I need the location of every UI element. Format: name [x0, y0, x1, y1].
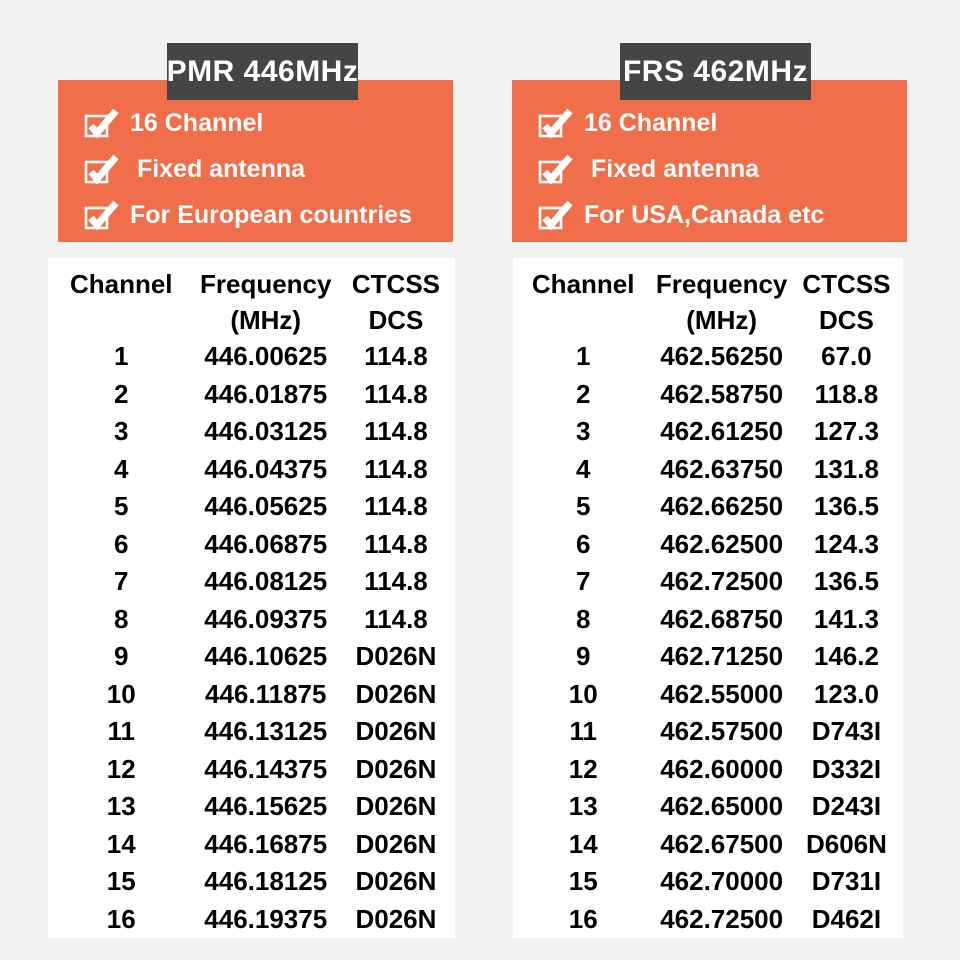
table-row — [48, 563, 455, 601]
table-row — [48, 751, 455, 789]
table-panel-frs — [513, 258, 903, 938]
title-badge-pmr: PMR 446MHz — [167, 43, 358, 100]
frequency-table-frs — [513, 258, 903, 938]
cell-frequency: 462.65000 — [660, 791, 784, 822]
cell-frequency: 446.01875 — [204, 378, 328, 409]
cell-channel: 11 — [569, 716, 597, 747]
cell-frequency: 446.08125 — [204, 566, 328, 597]
cell-channel: 10 — [106, 678, 136, 709]
checked-checkbox-icon — [537, 108, 573, 138]
feature-label: For European countries — [130, 200, 412, 229]
table-row — [513, 376, 903, 414]
cell-ctcss: D743I — [811, 716, 882, 747]
cell-channel: 2 — [575, 378, 591, 409]
cell-channel: 12 — [106, 753, 136, 784]
table-body — [513, 338, 903, 938]
table-row — [513, 751, 903, 789]
cell-frequency: 446.05625 — [204, 491, 328, 522]
table-row — [48, 676, 455, 714]
table-header — [48, 266, 455, 338]
table-row — [513, 338, 903, 376]
cell-ctcss: D026N — [355, 828, 437, 859]
cell-channel: 16 — [106, 903, 136, 934]
feature-box-frs — [512, 80, 907, 242]
cell-ctcss: 118.8 — [814, 378, 879, 409]
checked-checkbox-icon — [537, 200, 573, 230]
cell-frequency: 462.67500 — [660, 828, 784, 859]
feature-item — [83, 146, 453, 192]
header-channel: Channel — [69, 269, 173, 299]
cell-ctcss: 136.5 — [813, 566, 879, 597]
cell-ctcss: 127.3 — [813, 416, 879, 447]
cell-frequency: 462.61250 — [660, 416, 784, 447]
feature-label: For USA,Canada etc — [584, 200, 825, 229]
feature-label: 16 Channel — [130, 108, 264, 137]
cell-frequency: 462.60000 — [660, 753, 784, 784]
table-row — [513, 451, 903, 489]
feature-box-pmr — [58, 80, 453, 242]
cell-channel: 3 — [575, 416, 591, 447]
cell-ctcss: 114.8 — [364, 566, 428, 597]
table-row — [513, 601, 903, 639]
cell-channel: 9 — [575, 641, 591, 672]
cell-channel: 13 — [568, 791, 598, 822]
cell-frequency: 446.19375 — [204, 903, 328, 934]
checked-checkbox-icon — [83, 108, 119, 138]
table-row — [513, 413, 903, 451]
header-mhz: (MHz) — [230, 305, 302, 335]
cell-ctcss: 136.5 — [813, 491, 879, 522]
cell-ctcss: 141.3 — [813, 603, 879, 634]
header-dcs: DCS — [368, 305, 424, 335]
cell-frequency: 446.09375 — [204, 603, 328, 634]
cell-ctcss: 114.8 — [364, 416, 428, 447]
checked-checkbox-icon — [537, 154, 573, 184]
cell-frequency: 446.06875 — [204, 528, 328, 559]
header-ctcss: CTCSS — [351, 269, 441, 299]
cell-frequency: 446.14375 — [204, 753, 328, 784]
cell-channel: 3 — [114, 416, 129, 447]
table-body — [48, 338, 455, 938]
cell-ctcss: 114.8 — [364, 603, 428, 634]
cell-frequency: 462.70000 — [660, 866, 784, 897]
table-header — [513, 266, 903, 338]
feature-list-frs — [512, 80, 907, 238]
cell-frequency: 462.62500 — [660, 528, 784, 559]
cell-channel: 8 — [575, 603, 591, 634]
feature-item — [83, 100, 453, 146]
cell-channel: 5 — [114, 491, 129, 522]
table-row — [48, 713, 455, 751]
header-frequency: Frequency — [655, 269, 788, 299]
title-badge-frs: FRS 462MHz — [620, 43, 811, 100]
cell-ctcss: D026N — [355, 903, 437, 934]
table-row — [513, 676, 903, 714]
cell-channel: 16 — [568, 903, 598, 934]
cell-frequency: 446.04375 — [204, 453, 328, 484]
cell-ctcss: 123.0 — [813, 678, 879, 709]
cell-frequency: 446.16875 — [204, 828, 328, 859]
cell-channel: 10 — [568, 678, 598, 709]
cell-frequency: 462.68750 — [660, 603, 784, 634]
cell-ctcss: 146.2 — [813, 641, 879, 672]
feature-label: Fixed antenna — [130, 154, 306, 183]
cell-ctcss: 124.3 — [813, 528, 879, 559]
feature-label: Fixed antenna — [584, 154, 760, 183]
cell-ctcss: D026N — [355, 678, 437, 709]
table-row — [513, 713, 903, 751]
cell-ctcss: 67.0 — [821, 341, 872, 372]
cell-frequency: 462.57500 — [660, 716, 784, 747]
cell-ctcss: D243I — [811, 791, 882, 822]
cell-ctcss: 114.8 — [364, 491, 428, 522]
table-row — [513, 563, 903, 601]
checked-checkbox-icon — [83, 154, 119, 184]
cell-frequency: 462.72500 — [660, 566, 784, 597]
cell-frequency: 462.55000 — [660, 678, 784, 709]
cell-frequency: 446.13125 — [204, 716, 328, 747]
table-row — [513, 863, 903, 901]
table-row — [48, 826, 455, 864]
cell-frequency: 462.63750 — [660, 453, 784, 484]
cell-ctcss: D332I — [811, 753, 882, 784]
cell-channel: 1 — [114, 341, 129, 372]
cell-frequency: 446.15625 — [204, 791, 328, 822]
cell-ctcss: D026N — [355, 753, 437, 784]
cell-channel: 7 — [114, 566, 129, 597]
cell-channel: 15 — [568, 866, 598, 897]
table-row — [48, 451, 455, 489]
table-row — [513, 526, 903, 564]
table-row — [513, 826, 903, 864]
header-channel: Channel — [531, 269, 635, 299]
table-row — [513, 638, 903, 676]
cell-ctcss: 114.8 — [364, 378, 428, 409]
cell-channel: 8 — [114, 603, 129, 634]
table-row — [48, 376, 455, 414]
cell-ctcss: D026N — [355, 866, 437, 897]
cell-channel: 13 — [106, 791, 136, 822]
cell-frequency: 446.03125 — [204, 416, 328, 447]
table-row — [48, 638, 455, 676]
cell-ctcss: D462I — [811, 903, 882, 934]
cell-ctcss: 114.8 — [364, 453, 428, 484]
cell-ctcss: 114.8 — [364, 528, 428, 559]
cell-channel: 2 — [114, 378, 129, 409]
cell-channel: 6 — [575, 528, 591, 559]
table-row — [48, 863, 455, 901]
cell-channel: 9 — [114, 641, 129, 672]
cell-channel: 14 — [568, 828, 598, 859]
cell-channel: 7 — [575, 566, 591, 597]
cell-channel: 4 — [575, 453, 591, 484]
header-ctcss: CTCSS — [802, 269, 891, 299]
cell-frequency: 462.56250 — [660, 341, 784, 372]
cell-frequency: 462.72500 — [660, 903, 784, 934]
cell-ctcss: D026N — [355, 716, 437, 747]
table-row — [48, 413, 455, 451]
table-row — [513, 901, 903, 939]
cell-ctcss: D731I — [811, 866, 882, 897]
cell-channel: 14 — [106, 828, 136, 859]
checked-checkbox-icon — [83, 200, 119, 230]
table-row — [48, 526, 455, 564]
table-row — [513, 488, 903, 526]
cell-channel: 4 — [114, 453, 129, 484]
feature-item — [537, 192, 907, 238]
cell-channel: 11 — [107, 716, 135, 747]
cell-frequency: 446.10625 — [204, 641, 328, 672]
header-mhz: (MHz) — [686, 305, 758, 335]
header-frequency: Frequency — [199, 269, 332, 299]
cell-frequency: 446.00625 — [204, 341, 328, 372]
table-row — [48, 901, 455, 939]
cell-frequency: 462.66250 — [660, 491, 784, 522]
table-row — [48, 788, 455, 826]
feature-item — [537, 100, 907, 146]
feature-label: 16 Channel — [584, 108, 718, 137]
cell-frequency: 462.58750 — [660, 378, 784, 409]
cell-frequency: 446.11875 — [205, 678, 327, 709]
feature-item — [83, 192, 453, 238]
cell-channel: 15 — [106, 866, 136, 897]
cell-ctcss: D606N — [805, 828, 887, 859]
cell-frequency: 446.18125 — [204, 866, 328, 897]
cell-channel: 6 — [114, 528, 129, 559]
cell-ctcss: 131.8 — [813, 453, 879, 484]
cell-ctcss: D026N — [355, 791, 437, 822]
table-row — [513, 788, 903, 826]
table-row — [48, 601, 455, 639]
cell-channel: 5 — [575, 491, 591, 522]
cell-channel: 1 — [575, 341, 591, 372]
feature-list-pmr — [58, 80, 453, 238]
table-row — [48, 488, 455, 526]
header-dcs: DCS — [818, 305, 874, 335]
cell-channel: 12 — [568, 753, 598, 784]
feature-item — [537, 146, 907, 192]
frequency-table-pmr — [48, 258, 455, 938]
cell-frequency: 462.71250 — [660, 641, 784, 672]
cell-ctcss: D026N — [355, 641, 437, 672]
table-row — [48, 338, 455, 376]
table-panel-pmr — [48, 258, 455, 938]
cell-ctcss: 114.8 — [364, 341, 428, 372]
